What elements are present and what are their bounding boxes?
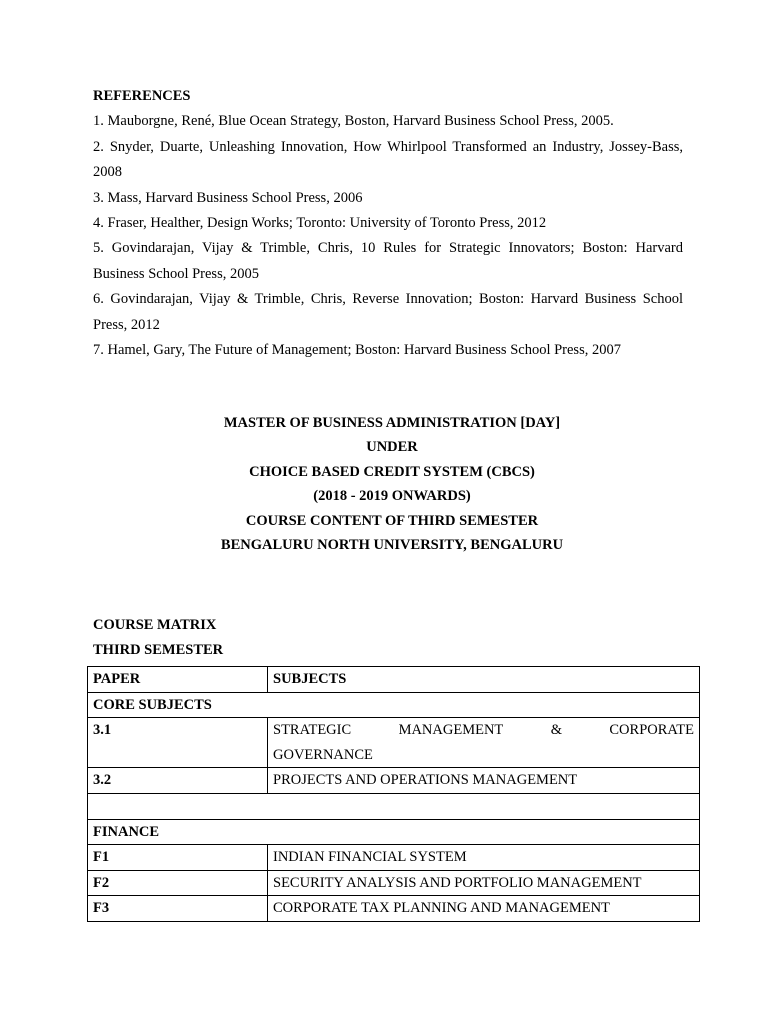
table-row — [88, 870, 700, 896]
subject-name: CORPORATE TAX PLANNING AND MANAGEMENT — [268, 896, 700, 922]
subject-name: PROJECTS AND OPERATIONS MANAGEMENT — [268, 768, 700, 794]
subject-name: INDIAN FINANCIAL SYSTEM — [268, 845, 700, 871]
paper-code: 3.2 — [88, 768, 268, 794]
program-title-block — [0, 411, 768, 557]
paper-code: F2 — [88, 870, 268, 896]
reference-item-6: 6. Govindarajan, Vijay & Trimble, Chris, Reverse Innovation; Boston: Harvard Business School Press, 2012 — [93, 291, 683, 333]
section-core-label: CORE SUBJECTS — [88, 692, 700, 718]
subject-name: SECURITY ANALYSIS AND PORTFOLIO MANAGEMENT — [268, 870, 700, 896]
subject-word: STRATEGIC — [273, 722, 352, 739]
table-row — [88, 718, 700, 768]
reference-item-2: 2. Snyder, Duarte, Unleashing Innovation, How Whirlpool Transformed an Industry, Jossey-Bass, 2008 — [93, 138, 683, 181]
course-matrix-subheading: THIRD SEMESTER — [93, 641, 224, 658]
table-row — [88, 896, 700, 922]
table-row — [88, 845, 700, 871]
references-heading: REFERENCES — [93, 88, 191, 104]
subject-word: & — [550, 722, 562, 739]
section-row-finance — [88, 819, 700, 845]
references-section — [93, 84, 683, 363]
course-matrix-table — [87, 666, 700, 922]
reference-item-4: 4. Fraser, Healther, Design Works; Toronto: University of Toronto Press, 2012 — [93, 215, 547, 232]
reference-item-5: 5. Govindarajan, Vijay & Trimble, Chris, 10 Rules for Strategic Innovators; Boston: Harvard Business School Press, 2005 — [93, 240, 683, 282]
table-header-row — [88, 667, 700, 693]
program-course-content: COURSE CONTENT OF THIRD SEMESTER — [245, 512, 539, 529]
reference-item-7: 7. Hamel, Gary, The Future of Management; Boston: Harvard Business School Press, 2007 — [93, 342, 621, 359]
paper-code: F1 — [88, 845, 268, 871]
subject-word: MANAGEMENT — [398, 722, 504, 739]
program-system: CHOICE BASED CREDIT SYSTEM (CBCS) — [249, 463, 535, 480]
program-title: MASTER OF BUSINESS ADMINISTRATION [DAY] — [223, 415, 561, 431]
paper-code: 3.1 — [88, 718, 268, 768]
subject-word: CORPORATE — [609, 722, 694, 739]
section-row-core — [88, 692, 700, 718]
header-subjects: SUBJECTS — [268, 667, 700, 693]
reference-item-1: 1. Mauborgne, René, Blue Ocean Strategy, Boston, Harvard Business School Press, 2005. — [93, 113, 614, 130]
program-years: (2018 - 2019 ONWARDS) — [313, 488, 471, 505]
reference-item-3: 3. Mass, Harvard Business School Press, 2006 — [93, 189, 363, 206]
subject-line-2: GOVERNANCE — [273, 746, 373, 763]
empty-cell — [88, 793, 700, 819]
course-matrix-heading: COURSE MATRIX — [93, 617, 217, 633]
subject-line-1 — [273, 718, 694, 743]
table-row — [88, 768, 700, 794]
program-under: UNDER — [366, 439, 418, 456]
paper-code: F3 — [88, 896, 268, 922]
subject-name — [268, 718, 700, 768]
course-matrix-heading-block — [93, 613, 223, 663]
empty-row — [88, 793, 700, 819]
section-finance-label: FINANCE — [88, 819, 700, 845]
header-paper: PAPER — [88, 667, 268, 693]
program-university: BENGALURU NORTH UNIVERSITY, BENGALURU — [220, 537, 564, 554]
